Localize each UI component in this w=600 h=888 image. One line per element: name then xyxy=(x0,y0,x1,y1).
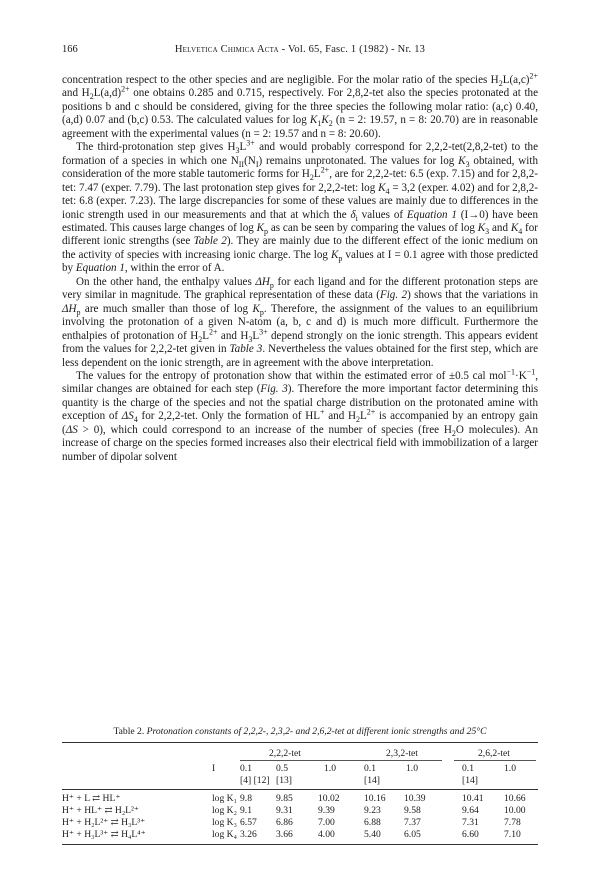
row-constant: log K₁ xyxy=(212,793,237,804)
paragraph-3: On the other hand, the enthalpy values $\Delta H_p$ for each ligand and for the different protonation steps are very similar in magnitude. The graphical representation of these data (Fig. 2) shows that the variations in $\Delta H_p$ are much smaller than those of $\log K_p$. Therefore, the assignment of the values to an equilibrium involving the protonation of a given N-atom (a, b, c and d) is much more difficult. Furthermore the enthalpies of protonation of $H_2L^{2+}$ and $H_3L^{3+}$ depend strongly on the ionic strength. This appears evident from the values for 2,2,2-tet given in Table 3. Nevertheless the values obtained for the first step, which are less dependent on the ionic strength, are in agreement with the above interpretation. xyxy=(62,275,538,369)
paragraph-1: concentration respect to the other species and are negligible. For the molar ratio of the species $H_2L(a,c)^{2+}$ and $H_2L(a,d)^{2+}$ one obtains 0.285 and 0.715, respectively. For 2,8,2-tet also the species protonated at the positions b and c should be considered, giving for the three species the following molar ratio: (a,c) 0.40, (a,d) 0.07 and (b,c) 0.53. The calculated values for $\log K_1K_2$ (n = 2: 19.57, n = 8: 20.70) are in reasonable agreement with the experimental values (n = 2: 19.57 and n = 8: 20.60). xyxy=(62,71,538,140)
row-constant: log K₄ xyxy=(212,829,237,840)
value-cell: 9.31 xyxy=(276,805,293,816)
journal-name: Helvetica Chimica Acta xyxy=(174,44,279,55)
group-underline xyxy=(240,760,364,761)
value-cell: 7.37 xyxy=(404,817,421,828)
ionic-strength: 1.0 xyxy=(406,763,418,774)
value-cell: 6.86 xyxy=(276,817,293,828)
table-bottom-rule xyxy=(62,844,538,845)
value-cell: 10.66 xyxy=(504,793,526,804)
value-cell: 7.78 xyxy=(504,817,521,828)
value-cell: 10.41 xyxy=(462,793,484,804)
ionic-strength: 0.1 xyxy=(240,763,252,774)
value-cell: 9.39 xyxy=(318,805,335,816)
table-caption-text: Protonation constants of 2,2,2-, 2,3,2- and 2,6,2-tet at different ionic strengths and 25°C xyxy=(146,726,487,737)
value-cell: 6.60 xyxy=(462,829,479,840)
value-cell: 9.58 xyxy=(404,805,421,816)
group-underline xyxy=(362,760,442,761)
row-reaction: H⁺ + H₃L³⁺ ⇄ H₄L⁴⁺ xyxy=(62,829,146,840)
value-cell: 10.00 xyxy=(504,805,526,816)
table-caption xyxy=(62,726,538,737)
table-caption-label: Table 2. xyxy=(113,726,147,737)
reference: [13] xyxy=(276,775,292,786)
row-constant: log K₃ xyxy=(212,817,237,828)
paragraph-4: The values for the entropy of protonation show that within the estimated error of ±0.5 cal $mol^{-1}\cdot K^{-1}$, similar changes are obtained for each step (Fig. 3). Therefore the more important factor determining this quantity is the charge of the species and not the spatial charge distribution on the protonated amine with exception of $\Delta S_4$ for 2,2,2-tet. Only the formation of HL+ and $H_2L^{2+}$ is accompanied by an entropy gain (ΔS > 0), which could correspond to an increase of the number of species (free $H_2O$ molecules). An increase of charge on the species formed increases also their electrical field with immobilization of a larger number of dipolar solvent xyxy=(62,367,539,463)
value-cell: 10.39 xyxy=(404,793,426,804)
group-header: 2,2,2-tet xyxy=(269,748,301,759)
table-header-rule xyxy=(62,789,538,790)
reference: [14] xyxy=(462,775,478,786)
table-top-rule xyxy=(62,742,538,743)
value-cell: 9.8 xyxy=(240,793,252,804)
value-cell: 5.40 xyxy=(364,829,381,840)
row-reaction: H⁺ + HL⁺ ⇄ H₂L²⁺ xyxy=(62,805,139,816)
row-constant: log K₂ xyxy=(212,805,237,816)
value-cell: 4.00 xyxy=(318,829,335,840)
group-underline xyxy=(454,760,536,761)
running-header xyxy=(62,44,538,58)
value-cell: 6.57 xyxy=(240,817,257,828)
value-cell: 7.00 xyxy=(318,817,335,828)
value-cell: 6.05 xyxy=(404,829,421,840)
group-header: 2,3,2-tet xyxy=(386,748,418,759)
paragraph-2: The third-protonation step gives $H_3L^{3+}$ and would probably correspond for 2,2,2-tet(2,8,2-tet) to the formation of a species in which one $N_{II}(N_I)$ remains unprotonated. The values for $\log K_3$ obtained, with consideration of the more stable tautomeric forms for $H_2L^{2+}$, are for 2,2,2-tet: 6.5 (exp. 7.15) and for 2,8,2-tet: 7.47 (exper. 7.79). The last protonation step gives for 2,2,2-tet: $\log K_4 = 3,2$ (exper. 4.02) and for 2,8,2-tet: 6.8 (exper. 7.23). The large discrepancies for some of these values are mainly due to differences in the ionic strength used in our measurements and that at which the $\delta_i$ values of Equation 1 (I→0) have been estimated. This causes large changes of $\log K_p$ as can be seen by comparing the values of $\log K_3$ and $K_4$ for different ionic strengths (see Table 2). They are mainly due to the different effect of the ionic medium on the activity of species with increasing ionic charge. The $\log K_p$ values at I = 0.1 agree with those predicted by Equation 1, within the error of A. xyxy=(62,138,539,275)
journal-issue: - Vol. 65, Fasc. 1 (1982) - Nr. 13 xyxy=(278,44,426,55)
ionic-strength-label: I xyxy=(212,763,216,774)
row-reaction: H⁺ + H₂L²⁺ ⇄ H₃L³⁺ xyxy=(62,817,146,828)
body-text xyxy=(62,71,539,464)
reference: [14] xyxy=(364,775,380,786)
value-cell: 10.02 xyxy=(318,793,340,804)
value-cell: 9.23 xyxy=(364,805,381,816)
value-cell: 9.85 xyxy=(276,793,293,804)
journal-header xyxy=(62,44,538,55)
value-cell: 6.88 xyxy=(364,817,381,828)
value-cell: 7.31 xyxy=(462,817,479,828)
reference: [4] [12] xyxy=(240,775,270,786)
row-reaction: H⁺ + L ⇄ HL⁺ xyxy=(62,793,121,804)
ionic-strength: 1.0 xyxy=(504,763,516,774)
value-cell: 3.66 xyxy=(276,829,293,840)
ionic-strength: 0.1 xyxy=(462,763,474,774)
value-cell: 9.64 xyxy=(462,805,479,816)
value-cell: 7.10 xyxy=(504,829,521,840)
ionic-strength: 0.1 xyxy=(364,763,376,774)
value-cell: 3.26 xyxy=(240,829,257,840)
group-header: 2,6,2-tet xyxy=(478,748,510,759)
ionic-strength: 1.0 xyxy=(324,763,336,774)
value-cell: 10.16 xyxy=(364,793,386,804)
value-cell: 9.1 xyxy=(240,805,252,816)
page-number: 166 xyxy=(62,44,78,55)
ionic-strength: 0.5 xyxy=(276,763,288,774)
